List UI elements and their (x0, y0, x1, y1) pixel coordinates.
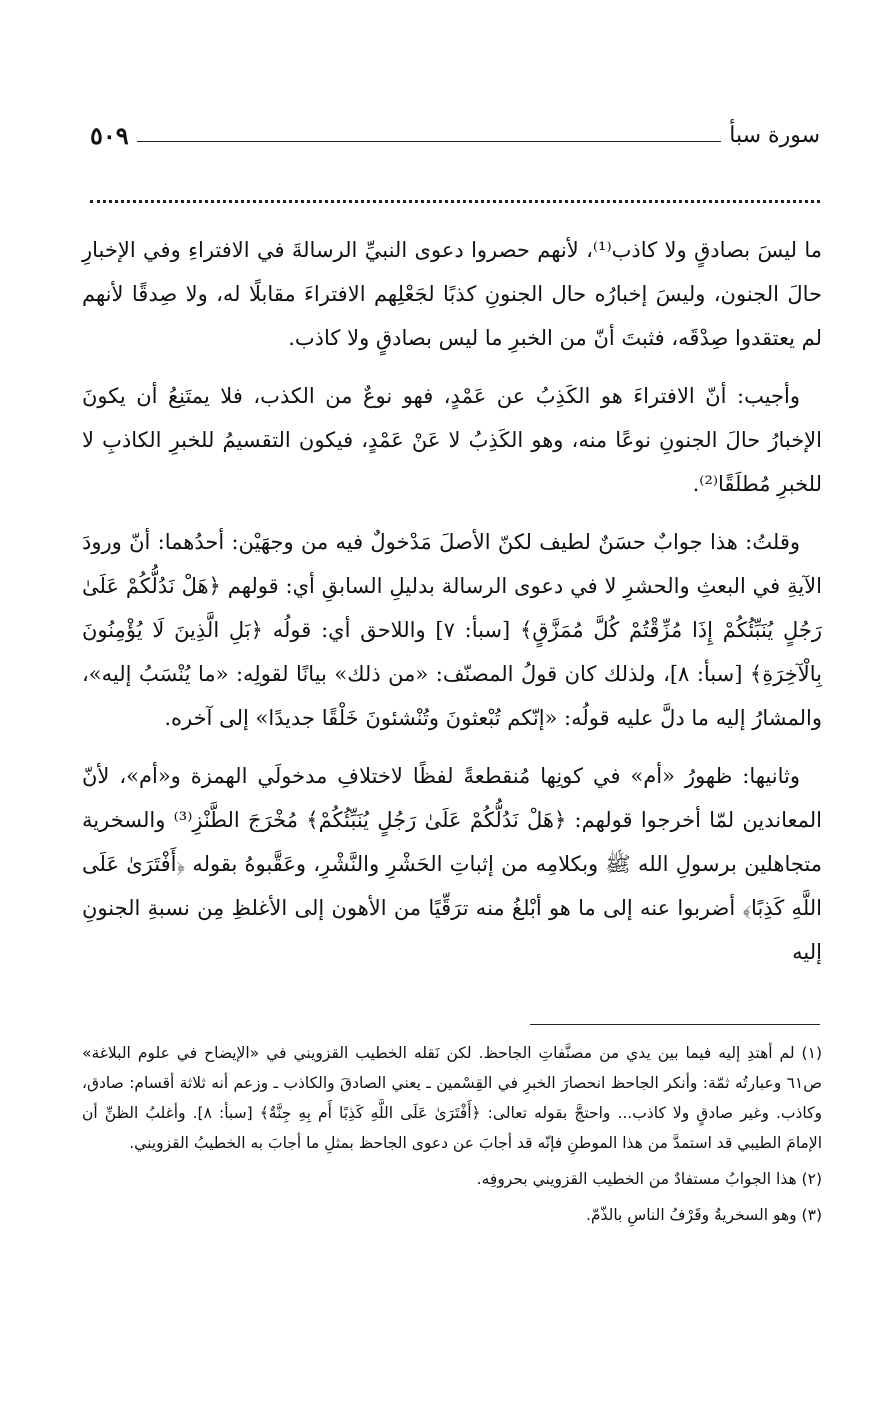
dotted-separator (90, 190, 820, 212)
footnote: (٢) هذا الجوابُ مستفادٌ من الخطيب القزويني بحروفِه. (476, 1170, 822, 1188)
running-header (90, 118, 820, 152)
paragraph: وأجيب: أنّ الافتراءَ هو الكَذِبُ عن عَمْدٍ، فهو نوعٌ من الكذب، فلا يمتَنِعُ أن يكونَ الإخبارُ حالَ الجنونِ نوعًا منه، وهو الكَذِبُ لا عَنْ عَمْدٍ، فيكون التقسيمُ للخبرِ الكاذبِ لا للخبرِ مُطلَقًا⁽²⁾. (82, 384, 822, 496)
paragraph: وثانيها: ظهورُ «أم» في كونِها مُنقطعةً لفظًا لاختلافِ مدخولَي الهمزة و«أم»، لأنّ المعاندين لمّا أخرجوا قولهم: ﴿هَلْ نَدُلُّكُمْ عَلَىٰ رَجُلٍ يُنَبِّئُكُمْ﴾ مُخْرَجَ الطَّنْزِ⁽³⁾ والسخرية متجاهلين برسولِ الله ﷺ وبكلامِه من إثباتِ الحَشْرِ والنَّشْرِ، وعَقَّبوهُ بقوله ﴿أَفْتَرَىٰ عَلَى اللَّهِ كَذِبًا﴾ أضربوا عنه إلى ما هو أبْلغُ منه ترَقِّيًا من الأهون إلى الأغلظِ مِن نسبةِ الجنونِ إليه (82, 764, 823, 964)
paragraph: ما ليسَ بصادقٍ ولا كاذب⁽¹⁾، لأنهم حصروا دعوى النبيِّ الرسالةَ في الافتراءِ وفي الإخبارِ حالَ الجنون، وليسَ إخبارُه حال الجنونِ كذبًا لجَعْلِهم الافتراءَ مقابلًا له، ولا صِدقًا لأنهم لم يعتقدوا صِدْقَه، فثبتَ أنّ من الخبرِ ما ليس بصادقٍ ولا كاذب. (82, 238, 823, 350)
paragraph: وقلتُ: هذا جوابٌ حسَنٌ لطيف لكنّ الأصلَ مَدْخولٌ فيه من وجهَيْن: أحدُهما: أنّ ورودَ الآيةِ في البعثِ والحشرِ لا في دعوى الرسالة بدليلِ السابقِ أي: قولهم ﴿هَلْ نَدُلُّكُمْ عَلَىٰ رَجُلٍ يُنَبِّئُكُمْ إِذَا مُزِّقْتُمْ كُلَّ مُمَزَّقٍ﴾ [سبأ: ٧] واللاحق أي: قولُه ﴿بَلِ الَّذِينَ لَا يُؤْمِنُونَ بِالْآخِرَةِ﴾ [سبأ: ٨]، ولذلك كان قولُ المصنّف: «من ذلك» بيانًا لقولِه: «ما يُنْسَبُ إليه»، والمشارُ إليه ما دلَّ عليه قولُه: «إنّكم تُبْعثونَ وتُنْشئونَ خَلْقًا جديدًا» إلى آخره. (82, 530, 823, 730)
page-number: ٥٠٩ (90, 120, 129, 150)
main-text (82, 228, 822, 988)
surah-title: سورة سبأ (729, 122, 820, 148)
footnotes (82, 1038, 822, 1236)
footnote: (١) لم أهتدِ إليه فيما بين يدي من مصنَّفاتِ الجاحظ. لكن نَقله الخطيب القزويني في «الإيضاح في علوم البلاغة» ص٦١ وعبارتُه ثمّة: وأنكر الجاحظ انحصارَ الخبرِ في القِسْمين ـ يعني الصادقَ والكاذب ـ وزعم أنه ثلاثة أقسام: صادق، وكاذب. وغير صادقٍ ولا كاذب... واحتجَّ بقوله تعالى: ﴿أَفْتَرَىٰ عَلَى اللَّهِ كَذِبًا أَم بِهِ جِنَّةٌ﴾ [سبأ: ٨]. وأغلبُ الظنِّ أن الإمامَ الطيبي قد استمدَّ من هذا الموطنِ فإنّه قد أجابَ عن دعوى الجاحظ بمثلِ ما أجابَ به الخطيبُ القزويني. (82, 1044, 822, 1152)
header-rule (137, 141, 722, 142)
footnote: (٣) وهو السخريةُ وقَرْفُ الناسِ بالذّمّ. (585, 1206, 822, 1224)
footnote-separator (530, 1024, 820, 1025)
